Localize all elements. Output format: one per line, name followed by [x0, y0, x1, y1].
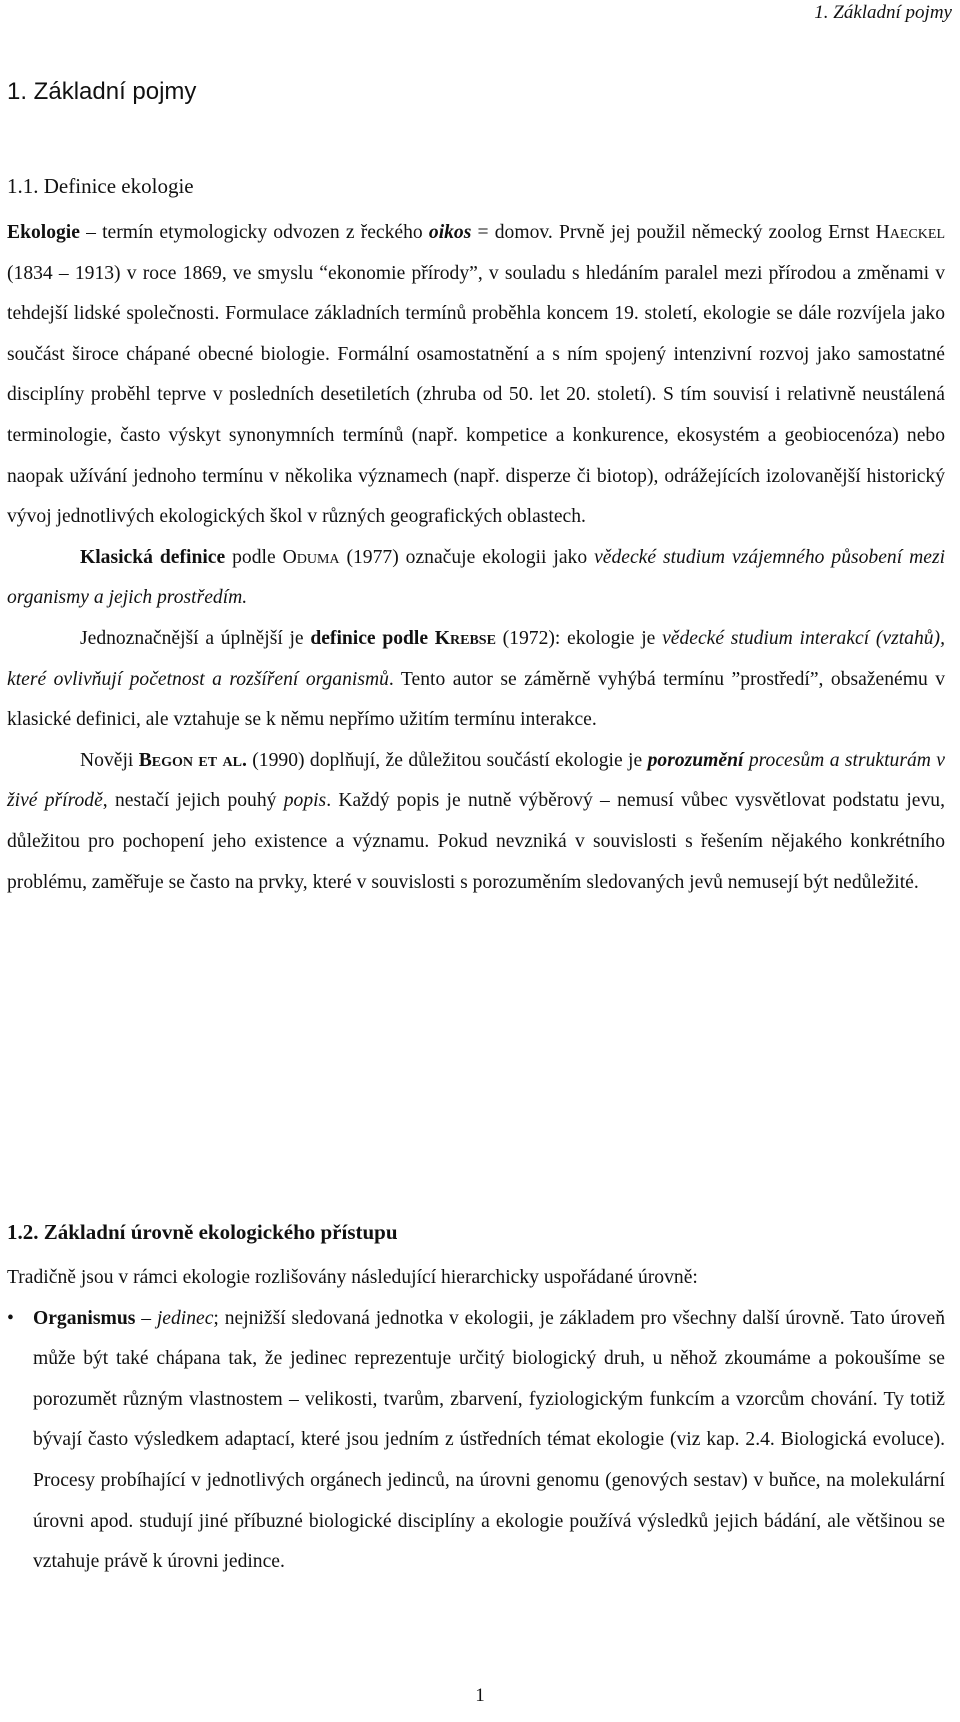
- section-heading-urovne: 1.2. Základní úrovně ekologického přístupu: [7, 1220, 398, 1244]
- term-ekologie: Ekologie: [7, 222, 80, 243]
- paragraph-begon: Nověji Begon et al. (1990) doplňují, že důležitou součástí ekologie je porozumění procesům a strukturám v živé přírodě, nestačí jejich pouhý popis. Každý popis je nutně výběrový – nemusí vůbec vysvětlovat podstatu jevu, důležitou pro pochopení jeho existence a významu. Pokud nevzniká v souvislosti s řešením nějakého konkrétního problému, zaměřuje se často na prvky, které v souvislosti s porozuměním sledovaných jevů nemusejí být nedůležité.: [7, 749, 946, 893]
- author-odum: Oduma: [282, 546, 340, 568]
- chapter-title: 1. Základní pojmy: [7, 78, 197, 105]
- page-number: 1: [475, 1685, 485, 1706]
- paragraph-intro-urovne: Tradičně jsou v rámci ekologie rozlišovány následující hierarchicky uspořádané úrovně:: [7, 1267, 698, 1288]
- author-krebs: Krebse: [434, 627, 496, 649]
- section-heading-definice: 1.1. Definice ekologie: [7, 174, 194, 198]
- section-2-body: [7, 1258, 945, 1583]
- author-begon: Begon et al.: [138, 749, 247, 771]
- levels-list: [7, 1299, 945, 1583]
- section-1-body: [7, 213, 945, 903]
- list-item-organismus: • Organismus – jedinec; nejnižší sledovaná jednotka v ekologii, je základem pro všechny další úrovně. Tato úroveň může být také chápana tak, že jedinec reprezentuje určitý biologický druh, u něhož zkoumáme a pokoušíme se porozumět různým vlastnostem – velikosti, tvarům, zbarvení, fyziologickým funkcím a vzorcům chování. Ty totiž bývají často výsledkem adaptací, které jsou jedním z ústředních témat ekologie (viz kap. 2.4. Biologická evoluce). Procesy probíhající v jednotlivých orgánech jedinců, na úrovni genomu (genových sestav) v buňce, na molekulární úrovni apod. studují jiné příbuzné biologické disciplíny a ekologie používá výsledků jejich bádání, ale většinou se vztahuje právě k úrovni jedince.: [7, 1299, 945, 1583]
- author-haeckel: Haeckel: [875, 222, 946, 243]
- bullet-icon: •: [7, 1307, 14, 1329]
- paragraph-ekologie: Ekologie – termín etymologicky odvozen z řeckého oikos = domov. Prvně jej použil německý zoolog Ernst Haeckel (1834 – 1913) v roce 1869, ve smyslu “ekonomie přírody”, v souladu s hledáním paralel mezi přírodou a změnami v tehdejší lidské společnosti. Formulace základních termínů proběhla koncem 19. století, ekologie se dále rozvíjela jako součást široce chápané obecné biologie. Formální osamostatnění a s ním spojený intenzivní rozvoj jako samostatné disciplíny proběhl teprve v posledních desetiletích (zhruba od 50. let 20. století). S tím souvisí i relativně neustálená terminologie, často výskyt synonymních termínů (např. kompetice a konkurence, ekosystém a geobiocenóza) nebo naopak užívání jednoho termínu v několika významech (např. disperze či biotop), odrážejících izolovanější historický vývoj jednotlivých ekologických škol v různých geografických oblastech.: [7, 222, 946, 528]
- term-oikos: oikos: [428, 222, 472, 243]
- running-header: 1. Základní pojmy: [814, 2, 952, 23]
- paragraph-krebs-definice: Jednoznačnější a úplnější je definice podle Krebse (1972): ekologie je vědecké studium interakcí (vztahů), které ovlivňují početnost a rozšíření organismů. Tento autor se záměrně vyhýbá termínu ”prostředí”, obsaženému v klasické definici, ale vztahuje se k němu nepřímo užitím termínu interakce.: [7, 627, 945, 731]
- paragraph-klasicka-definice: Klasická definice podle Oduma (1977) označuje ekologii jako vědecké studium vzájemného působení mezi organismy a jejich prostředím.: [7, 546, 946, 609]
